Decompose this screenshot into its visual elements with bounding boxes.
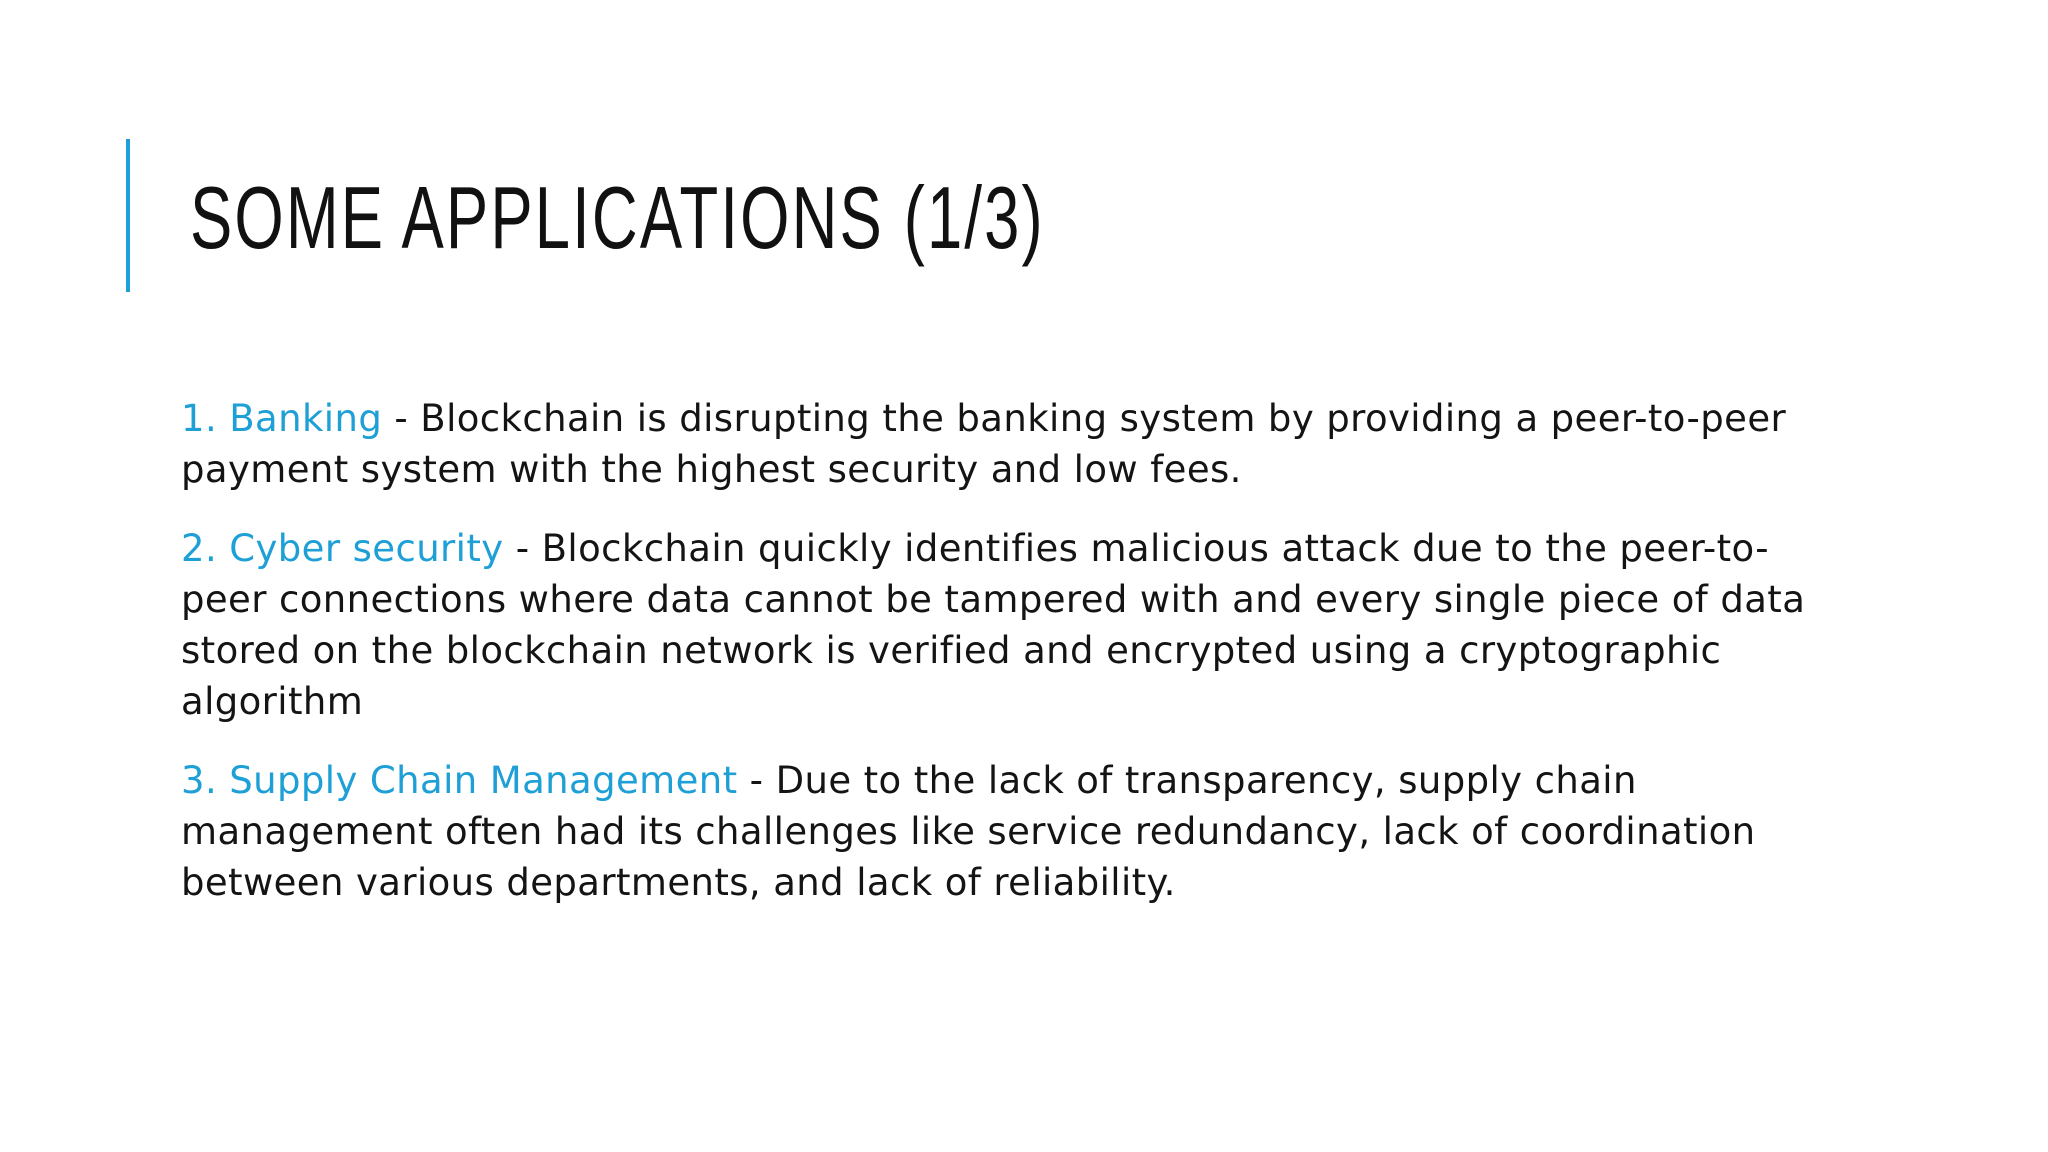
item-term: 3. Supply Chain Management — [181, 759, 738, 802]
item-description: - Due to the lack of transparency, supply chain management often had its challenges like service redundancy, lack of coordination between various departments, and lack of reliability. — [181, 759, 1756, 904]
slide-body — [181, 393, 1841, 936]
list-item-banking — [181, 393, 1841, 495]
item-description: - Blockchain quickly identifies malicious attack due to the peer-to-peer connections where data cannot be tampered with and every single piece of data stored on the blockchain network is verified and encrypted using a cryptographic algorithm — [181, 527, 1806, 723]
slide-title: SOME APPLICATIONS (1/3) — [190, 168, 1045, 267]
item-term: 2. Cyber security — [181, 527, 504, 570]
list-item-supply-chain — [181, 755, 1841, 908]
item-term: 1. Banking — [181, 397, 383, 440]
item-description: - Blockchain is disrupting the banking system by providing a peer-to-peer payment system with the highest security and low fees. — [181, 397, 1787, 491]
list-item-cyber-security — [181, 523, 1841, 727]
title-accent-bar — [126, 139, 130, 292]
